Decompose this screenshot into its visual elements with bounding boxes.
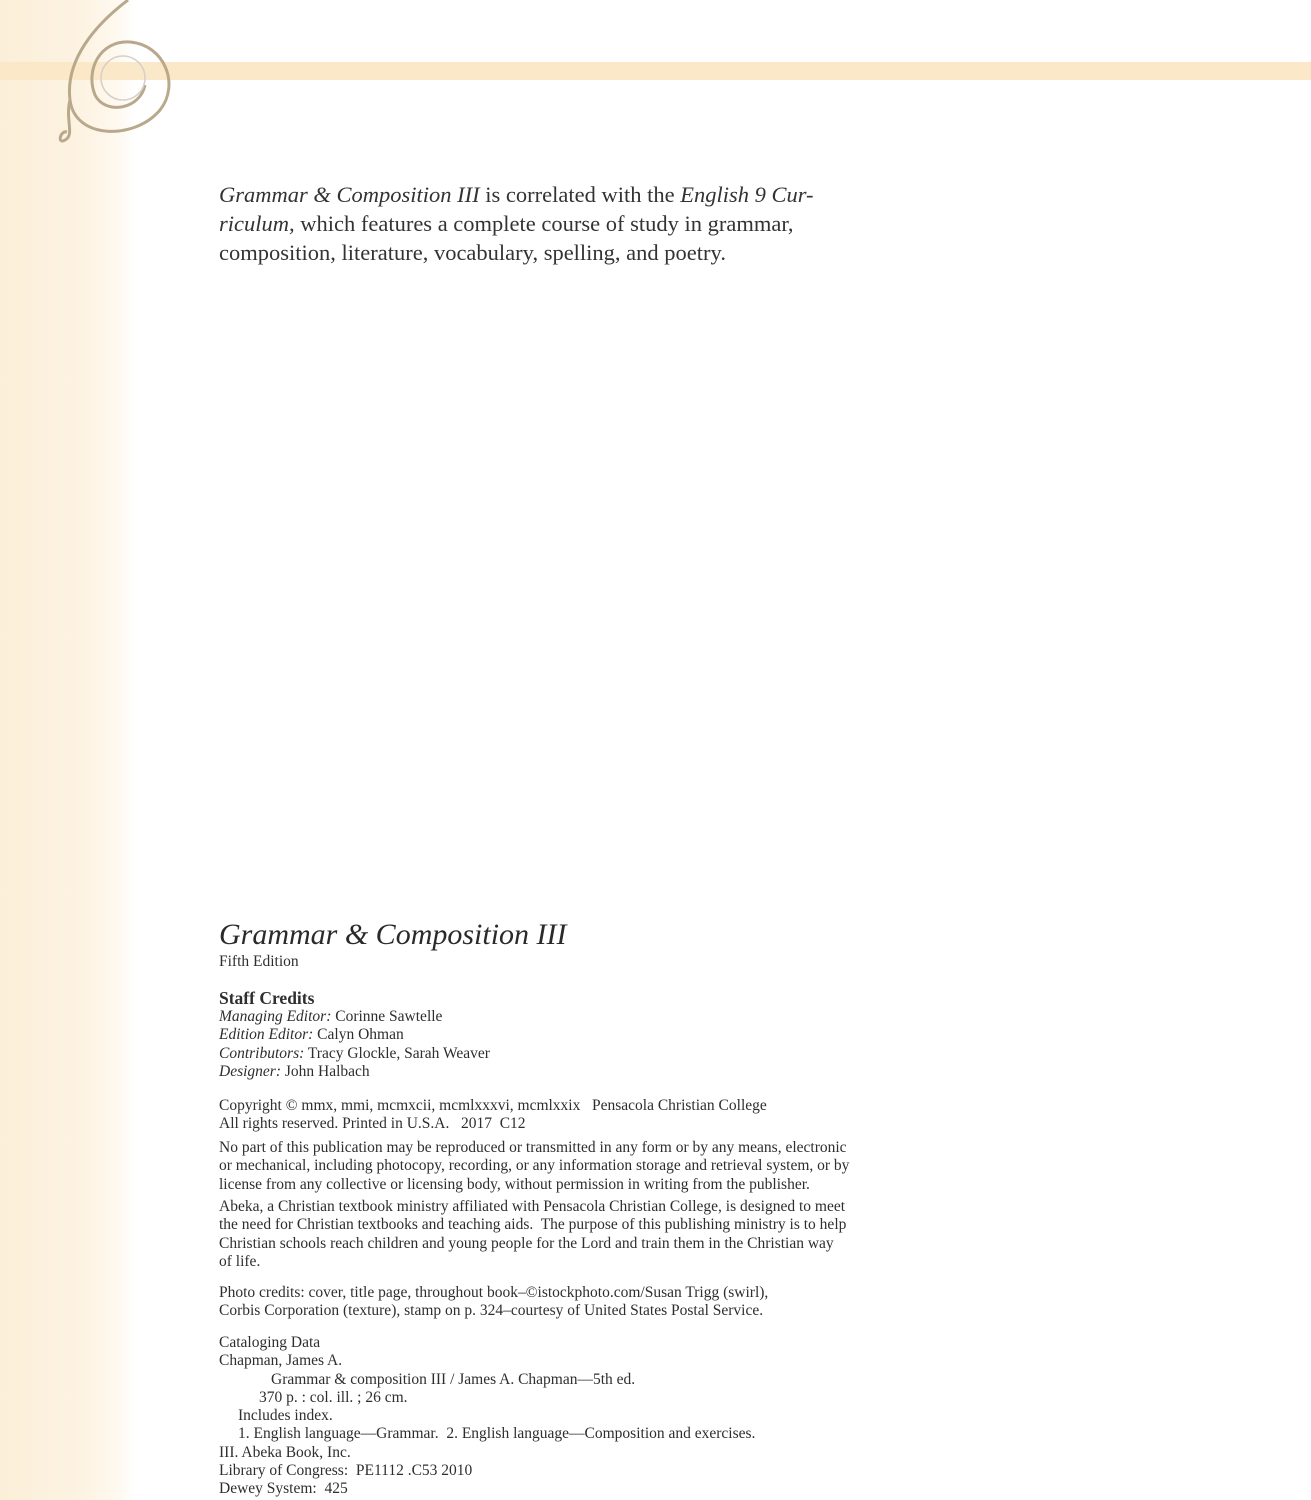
book-title: Grammar & Composition III [219,918,567,951]
staff-credit: Contributors: Tracy Glockle, Sarah Weaver [219,1044,490,1062]
decorative-top-stripe [0,62,1311,80]
abeka-statement: Abeka, a Christian textbook ministry affiliated with Pensacola Christian College, is designed to meet the need for Christian textbooks and teaching aids. The purpose of this publishing ministry is to help Christian schools reach children and young people for the Lord and train them in the Christian way of life. [219,1198,847,1270]
photo-credits: Photo credits: cover, title page, throughout book–©istockphoto.com/Susan Trigg (swirl), Corbis Corporation (texture), stamp on p. 324–courtesy of United States Postal Service. [219,1284,769,1320]
intro-text: is correlated with the [479,182,681,207]
edition: Fifth Edition [219,953,299,970]
rights-notice: No part of this publication may be reproduced or transmitted in any form or by any means, electronic or mechanical, including photocopy, recording, or any information storage and retrieval system, or by license from any collective or licensing body, without permission in writing from the publisher. [219,1139,850,1193]
curriculum-ref: English 9 Cur- [680,182,814,207]
staff-credits [219,988,490,1081]
staff-credit: Designer: John Halbach [219,1062,370,1080]
staff-credit: Managing Editor: Corinne Sawtelle [219,1008,443,1025]
curriculum-note [219,180,814,267]
swirl-ornament-icon [55,0,180,155]
cataloging-data: Cataloging Data Chapman, James A. Grammar & composition III / James A. Chapman—5th ed. 370 p. : col. ill. ; 26 cm. Includes index. 1. English language—Grammar. 2. English language—Composition and exercises. III. Abeka Book, Inc. Library of Congress: PE1112 .C53 2010 Dewey System: 425 [219,1334,756,1498]
staff-credit: Edition Editor: Calyn Ohman [219,1026,404,1044]
copyright: Copyright © mmx, mmi, mcmxcii, mcmlxxxvi, mcmlxxix Pensacola Christian College All rights reserved. Printed in U.S.A. 2017 C12 [219,1097,767,1133]
decorative-texture-band [0,0,135,1500]
intro-text: composition, literature, vocabulary, spelling, and poetry. [219,240,726,265]
book-title-ref: Grammar & Composition III [219,182,480,207]
staff-credits-heading: Staff Credits [219,988,315,1008]
intro-text: which features a complete course of study in grammar, [294,211,794,236]
curriculum-ref: riculum, [219,211,295,236]
